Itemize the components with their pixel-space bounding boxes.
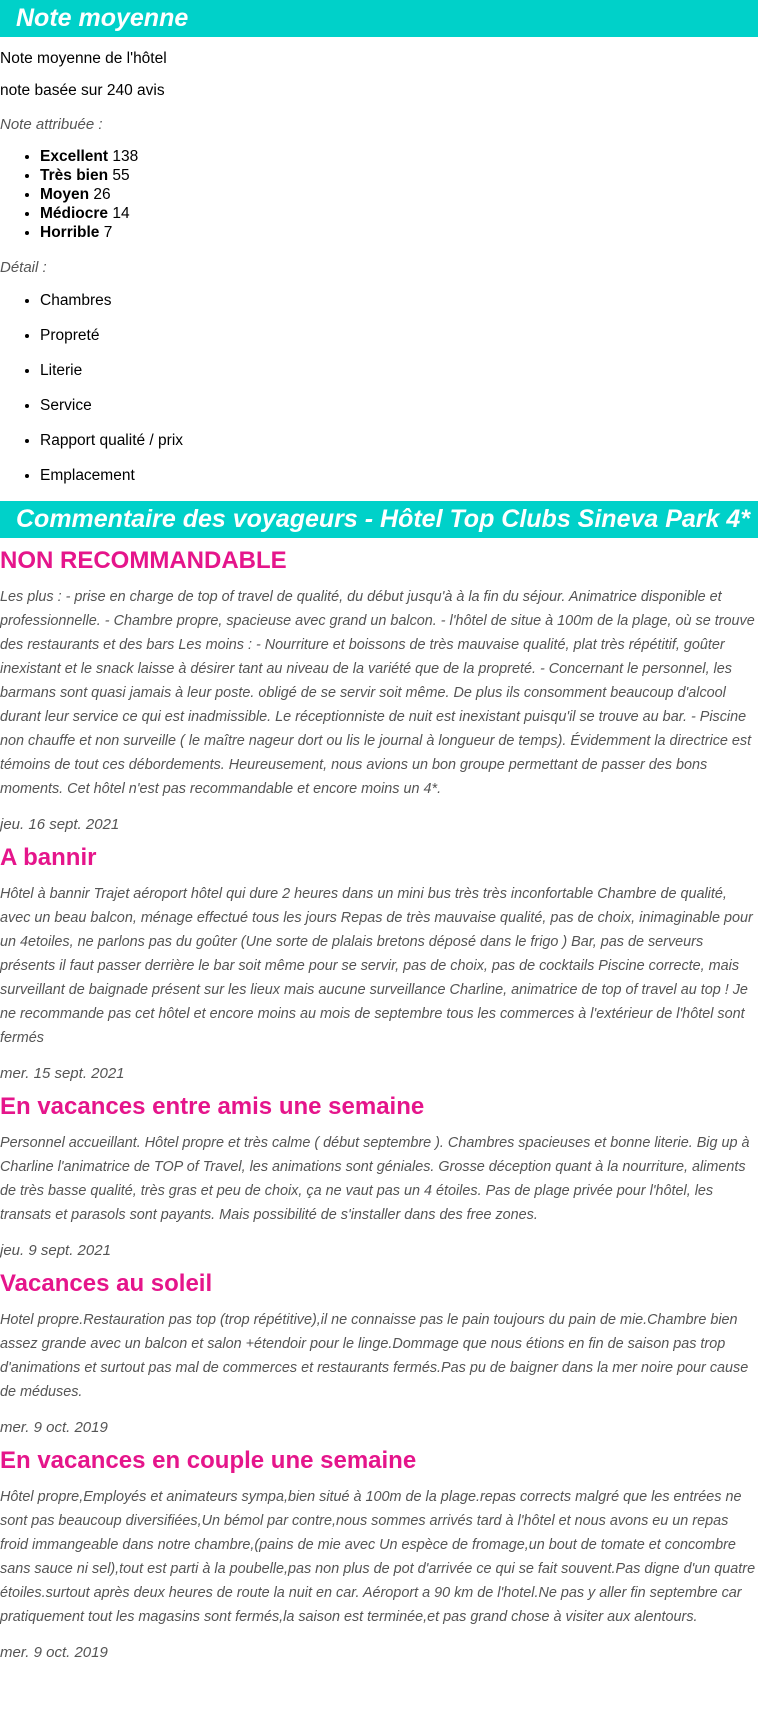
average-rating-section — [0, 50, 758, 485]
average-rating-header — [0, 0, 758, 37]
review-count-text: note basée sur 240 avis — [0, 82, 165, 99]
review-date: mer. 15 sept. 2021 — [0, 1065, 125, 1082]
review-body: Hôtel à bannir Trajet aéroport hôtel qui dure 2 heures dans un mini bus très très inconfortable Chambre de qualité, avec un beau balcon, ménage effectué tous les jours Repas de très mauvaise qualité, pas de choix, inimaginable pour un 4etoiles, ne parlons pas du goûter (Une sorte de plalais bretons déposé dans le frigo ) Bar, pas de serveurs présents il faut passer derrière le bar soit même pour se servir, pas de choix, pas de cocktails Piscine correcte, mais surveillant de baignade présent sur les lieux mais aucune surveillance Charline, animatrice de top of travel au top ! Je ne recommande pas cet hôtel et encore moins au mois de septembre tous les commerces à l'extérieur de l'hôtel sont fermés — [0, 886, 753, 1046]
review-body: Hôtel propre,Employés et animateurs sympa,bien situé à 100m de la plage.repas corrects malgré que les entrées ne sont pas beaucoup diversifiées,Un bémol par contre,nous sommes arrivés tard à l'hôtel et nous avons eu un repas froid immangeable dans notre chambre,(pains de mie avec Un espèce de fromage,un bout de tomate et concombre sans sauce ni sel),tout est parti à la poubelle,pas non plus de pot d'arrivée ce qui se fait souvent.Pas digne d'un quatre étoiles.surtout après deux heures de route la nuit en car. Aéroport a 90 km de l'hotel.Ne pas y aller fin septembre car pratiquement tout les magasins sont fermés,la saison est terminée,et pas grand chose à visiter aux alentours. — [0, 1489, 756, 1625]
rating-item-horrible — [40, 223, 758, 242]
review-body: Hotel propre.Restauration pas top (trop répétitive),il ne connaisse pas le pain toujours du pain de mie.Chambre bien assez grande avec un balcon et salon +étendoir pour le linge.Dommage que nous étions en fin de saison pas trop d'animations et surtout pas mal de commerces et restaurants fermés.Pas pu de baigner dans la mer noire pour cause de méduses. — [0, 1312, 749, 1400]
detail-item-proprete: • Propreté — [40, 326, 758, 345]
traveler-comments-heading: Commentaire des voyageurs - Hôtel Top Clubs Sineva Park 4* — [16, 505, 751, 533]
review-date: jeu. 16 sept. 2021 — [0, 816, 120, 833]
detail-item-rapport-qualite-prix: • Rapport qualité / prix — [40, 431, 758, 450]
review-title: Vacances au soleil — [0, 1270, 213, 1297]
review-body: Personnel accueillant. Hôtel propre et très calme ( début septembre ). Chambres spacieuses et bonne literie. Big up à Charline l'animatrice de TOP of Travel, les animations sont géniales. Grosse déception quant à la nourriture, aliments de très basse qualité, très gras et peu de choix, ça ne vaut pas un 4 étoiles. Pas de plage privée pour l'hôtel, les transats et parasols sont payants. Mais possibilité de s'installer dans des free zones. — [0, 1135, 750, 1223]
review-date: jeu. 9 sept. 2021 — [0, 1242, 111, 1259]
detail-item-emplacement: • Emplacement — [40, 466, 758, 485]
rating-name: Très bien — [40, 167, 109, 184]
average-rating-heading: Note moyenne — [16, 4, 189, 32]
review-date: mer. 9 oct. 2019 — [0, 1644, 108, 1661]
review-date: mer. 9 oct. 2019 — [0, 1419, 108, 1436]
ratings-label: Note attribuée : — [0, 116, 103, 133]
rating-item-moyen — [40, 185, 758, 204]
traveler-comments-header — [0, 501, 758, 538]
rating-item-tres-bien — [40, 166, 758, 185]
rating-name: Excellent — [40, 148, 109, 165]
hotel-rating-label: Note moyenne de l'hôtel — [0, 50, 167, 67]
detail-item-literie: • Literie — [40, 361, 758, 380]
detail-list — [0, 291, 758, 485]
review-title: NON RECOMMANDABLE — [0, 547, 287, 574]
rating-count: 14 — [112, 205, 130, 222]
review-item — [0, 546, 758, 835]
review-title: En vacances entre amis une semaine — [0, 1093, 425, 1120]
rating-count: 26 — [93, 186, 111, 203]
review-item — [0, 1092, 758, 1261]
rating-name: Horrible — [40, 224, 100, 241]
rating-count: 55 — [112, 167, 130, 184]
review-title: A bannir — [0, 844, 97, 871]
review-item — [0, 1269, 758, 1438]
rating-item-excellent — [40, 147, 758, 166]
rating-name: Médiocre — [40, 205, 109, 222]
rating-count: 138 — [112, 148, 139, 165]
rating-count: 7 — [103, 224, 113, 241]
detail-item-service: • Service — [40, 396, 758, 415]
review-body: Les plus : - prise en charge de top of travel de qualité, du début jusqu'à à la fin du séjour. Animatrice disponible et professionnelle. - Chambre propre, spacieuse avec grand un balcon. - l'hôtel de situe à 100m de la plage, où se trouve des restaurants et des bars Les moins : - Nourriture et boissons de très mauvaise qualité, plat très répétitif, goûter inexistant et le snack laisse à désirer tant au niveau de la variété que de la propreté. - Concernant le personnel, les barmans sont quasi jamais à leur poste. obligé de se servir soit même. De plus ils consomment beaucoup d'alcool durant leur service ce qui est inadmissible. Le réceptionniste de nuit est inexistant puisqu'il se trouve au bar. - Piscine non chauffe et non surveille ( le maître nageur dort ou lis le journal à longueur de temps). Évidemment la directrice est témoins de tout ces débordements. Heureusement, nous avions un bon groupe permettant de passer des bons moments. Cet hôtel n'est pas recommandable et encore moins un 4*. — [0, 589, 755, 797]
rating-name: Moyen — [40, 186, 90, 203]
review-item — [0, 843, 758, 1084]
review-title: En vacances en couple une semaine — [0, 1447, 417, 1474]
review-item — [0, 1446, 758, 1663]
detail-item-chambres: • Chambres — [40, 291, 758, 310]
detail-label: Détail : — [0, 259, 47, 276]
rating-item-mediocre — [40, 204, 758, 223]
reviews-list — [0, 546, 758, 1663]
ratings-list — [0, 147, 758, 242]
